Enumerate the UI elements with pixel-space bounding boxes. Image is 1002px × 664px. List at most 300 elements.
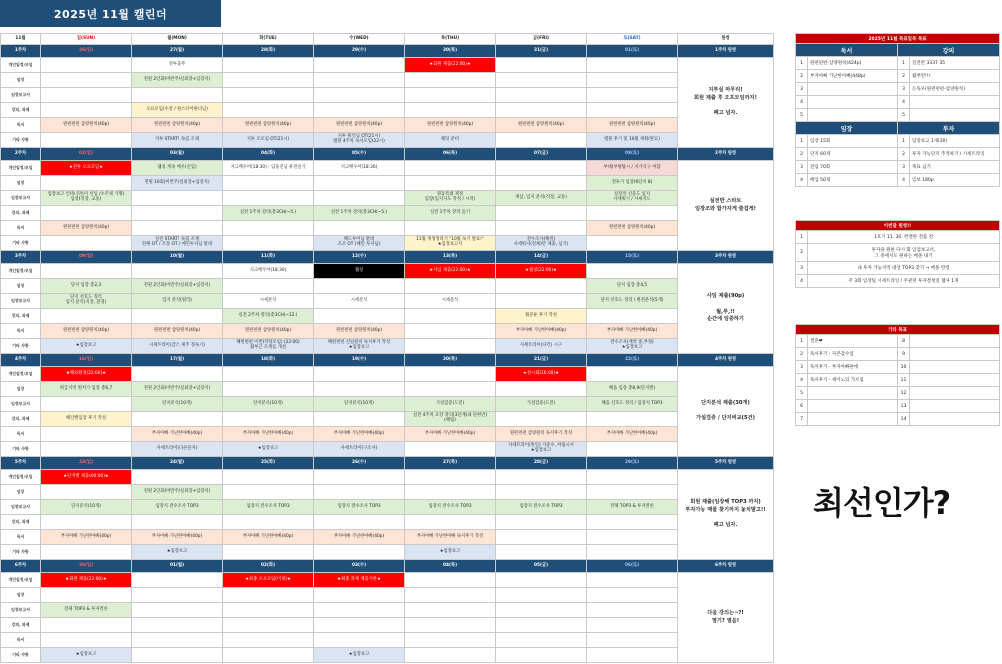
- calendar-cell[interactable]: [41, 309, 132, 324]
- calendar-cell[interactable]: [496, 470, 587, 485]
- calendar-cell[interactable]: [41, 485, 132, 500]
- calendar-cell[interactable]: [496, 515, 587, 530]
- calendar-cell[interactable]: [496, 603, 587, 618]
- calendar-cell[interactable]: 원펀펀펀 삼양원칙(40p): [587, 221, 678, 236]
- calendar-cell[interactable]: [314, 367, 405, 382]
- calendar-cell[interactable]: 웨딩 준비: [405, 133, 496, 148]
- calendar-row: [1, 397, 774, 412]
- calendar-row: [1, 58, 774, 73]
- calendar-cell[interactable]: [314, 603, 405, 618]
- calendar-cell[interactable]: 해드투어님 환대 조조 OT (해린 투자님): [314, 236, 405, 251]
- calendar-cell[interactable]: [496, 221, 587, 236]
- calendar-cell[interactable]: [496, 133, 587, 148]
- calendar-cell[interactable]: [223, 236, 314, 251]
- calendar-cell[interactable]: 웹칭 계속 배우(신입): [132, 161, 223, 176]
- row-label: 기타 사항: [1, 442, 41, 457]
- calendar-cell[interactable]: [496, 412, 587, 427]
- calendar-cell[interactable]: ★단지별 제출(00:00)★: [41, 470, 132, 485]
- calendar-cell[interactable]: [132, 309, 223, 324]
- calendar-cell[interactable]: 해산별임장 후기 작성: [41, 412, 132, 427]
- calendar-cell[interactable]: 전원 2인화(미반주/실외장+임장지): [132, 485, 223, 500]
- calendar-cell[interactable]: [223, 412, 314, 427]
- calendar-cell[interactable]: [496, 382, 587, 397]
- calendar-cell[interactable]: 사세트라이(다건) 시구: [496, 339, 587, 354]
- calendar-cell[interactable]: [587, 648, 678, 663]
- calendar-cell[interactable]: [41, 88, 132, 103]
- calendar-cell[interactable]: [587, 633, 678, 648]
- calendar-cell[interactable]: [223, 648, 314, 663]
- goal-item-right: 목표 넘기: [910, 161, 1000, 174]
- calendar-cell[interactable]: 실전 1주차 강의(총3CH(~5.): [223, 206, 314, 221]
- calendar-cell[interactable]: [405, 221, 496, 236]
- calendar-cell[interactable]: 임장지 전수조사 TOP3: [223, 500, 314, 515]
- calendar-cell[interactable]: 시세트라이(감스 제주 정독기): [132, 339, 223, 354]
- calendar-cell[interactable]: [405, 573, 496, 588]
- calendar-cell[interactable]: [405, 324, 496, 339]
- calendar-cell[interactable]: [223, 603, 314, 618]
- calendar-cell[interactable]: [587, 545, 678, 560]
- calendar-cell[interactable]: 오프모임(수강 / 원스터어판더님): [132, 103, 223, 118]
- calendar-cell[interactable]: 가설검증(도전): [405, 397, 496, 412]
- calendar-cell[interactable]: [132, 633, 223, 648]
- week-date: 14(금): [496, 251, 587, 264]
- calendar-cell[interactable]: 전투출무: [132, 58, 223, 73]
- calendar-cell[interactable]: 멤블 후기 및 10월 계획(완료): [587, 133, 678, 148]
- calendar-cell[interactable]: [314, 633, 405, 648]
- other-goal-item-right: [910, 335, 1000, 348]
- calendar-cell[interactable]: 전원 10회(미반주/실외장+임장지): [132, 176, 223, 191]
- calendar-cell[interactable]: [587, 206, 678, 221]
- calendar-cell[interactable]: [132, 191, 223, 206]
- calendar-cell[interactable]: [223, 618, 314, 633]
- calendar-cell[interactable]: [314, 88, 405, 103]
- calendar-cell[interactable]: [587, 603, 678, 618]
- calendar-cell[interactable]: [223, 545, 314, 560]
- calendar-cell[interactable]: 시세분석: [405, 294, 496, 309]
- calendar-cell[interactable]: [223, 58, 314, 73]
- calendar-cell[interactable]: 위급지역 원치가 임장 총6,7: [41, 382, 132, 397]
- goal-row: [796, 96, 1000, 109]
- calendar-cell[interactable]: [223, 485, 314, 500]
- calendar-cell[interactable]: 가설검증(도전): [496, 397, 587, 412]
- calendar-cell[interactable]: 전수조사(계약 중,부정) ★임장보고: [587, 339, 678, 354]
- calendar-cell[interactable]: 원펀펀펀 삼양원칙(40p): [405, 118, 496, 133]
- calendar-cell[interactable]: [314, 221, 405, 236]
- mission-item: 내 투자 가능지역 대상 TOP3 찾기 → 매몰 만령: [808, 262, 1000, 275]
- calendar-cell[interactable]: 단지 임장 총4,5: [587, 279, 678, 294]
- calendar-cell[interactable]: ★최종 과제 제출기한★: [314, 573, 405, 588]
- calendar-cell[interactable]: [587, 470, 678, 485]
- calendar-cell[interactable]: [132, 515, 223, 530]
- row-label: 임장보고서: [1, 294, 41, 309]
- calendar-cell[interactable]: 원펀펀펀 삼양원칙(40p): [314, 118, 405, 133]
- calendar-cell[interactable]: ★해외원정(22:00)★: [41, 367, 132, 382]
- calendar-cell[interactable]: 부자아빠 가난한아빠(40p): [314, 427, 405, 442]
- calendar-cell[interactable]: [405, 367, 496, 382]
- calendar-cell[interactable]: [496, 530, 587, 545]
- calendar-cell[interactable]: 사세트라이(다른단지): [132, 442, 223, 457]
- calendar-cell[interactable]: 부자아빠 가난한아빠(40p): [223, 427, 314, 442]
- calendar-cell[interactable]: [223, 515, 314, 530]
- calendar-cell[interactable]: [41, 264, 132, 279]
- calendar-row: [1, 588, 774, 603]
- week-date: 29(수): [314, 45, 405, 58]
- calendar-cell[interactable]: [223, 382, 314, 397]
- calendar-cell[interactable]: [132, 264, 223, 279]
- calendar-cell[interactable]: [132, 588, 223, 603]
- calendar-cell[interactable]: [132, 618, 223, 633]
- calendar-cell[interactable]: [587, 485, 678, 500]
- calendar-cell[interactable]: [314, 545, 405, 560]
- calendar-cell[interactable]: [587, 515, 678, 530]
- week-onething-note: 실전반 스타트 임장조와 합가자게 즐겁게!: [678, 161, 774, 251]
- calendar-cell[interactable]: 원펀펀펀 삼양원칙(40p): [223, 118, 314, 133]
- calendar-cell[interactable]: 원펀펀펀 삼양원칙(40p): [41, 221, 132, 236]
- mission-title: 이번달 원씽!!: [796, 221, 1000, 231]
- calendar-cell[interactable]: [41, 442, 132, 457]
- mission-row: [796, 262, 1000, 275]
- calendar-cell[interactable]: [41, 588, 132, 603]
- calendar-cell[interactable]: 부자아빠 가난한아빠(40p): [132, 530, 223, 545]
- calendar-cell[interactable]: 단지 선호도 정리 임지 분석(직장, 환경): [41, 294, 132, 309]
- calendar-cell[interactable]: [496, 161, 587, 176]
- calendar-cell[interactable]: 부대(부평탐시 / 지가식구 여합: [587, 161, 678, 176]
- calendar-cell[interactable]: 실전 2주차 강의(총3CH(~12.): [223, 309, 314, 324]
- goal-item-left: 원펀펀펀-삼양원칙(424p): [808, 57, 898, 70]
- calendar-cell[interactable]: 시세분석: [314, 294, 405, 309]
- calendar-cell[interactable]: 명동특례 제정 임장(입지지도 작성 / 시작): [405, 191, 496, 206]
- calendar-cell[interactable]: [223, 367, 314, 382]
- calendar-cell[interactable]: 임장지 전수조사 TOP3: [314, 500, 405, 515]
- goal-item-left: 임장 15회: [808, 135, 898, 148]
- calendar-cell[interactable]: [405, 588, 496, 603]
- calendar-cell[interactable]: [223, 103, 314, 118]
- calendar-cell[interactable]: [41, 58, 132, 73]
- calendar-cell[interactable]: 단지 선호도 정리 / 변전분석(5개): [587, 294, 678, 309]
- calendar-cell[interactable]: 계삼, 입지 분석(직장, 교통): [496, 191, 587, 206]
- calendar-cell[interactable]: 해펀펀펀 이반(작당모임) (22:00) 월부근 조계를 개설: [223, 339, 314, 354]
- week-row: [1, 560, 774, 573]
- calendar-cell[interactable]: 지투 조모임 OT(21시): [223, 133, 314, 148]
- calendar-cell[interactable]: 전체 TOP3 & 투자결론: [587, 500, 678, 515]
- calendar-row: [1, 103, 774, 118]
- calendar-cell[interactable]: [496, 633, 587, 648]
- calendar-cell[interactable]: [405, 515, 496, 530]
- calendar-cell[interactable]: [587, 88, 678, 103]
- calendar-cell[interactable]: [587, 618, 678, 633]
- calendar-cell[interactable]: [587, 236, 678, 251]
- calendar-cell[interactable]: [223, 221, 314, 236]
- calendar-cell[interactable]: [132, 206, 223, 221]
- calendar-cell[interactable]: ★사임 제출(22:00)★: [405, 264, 496, 279]
- calendar-cell[interactable]: 단지분석(10개): [41, 500, 132, 515]
- row-label: 임장보고서: [1, 191, 41, 206]
- calendar-cell[interactable]: [496, 88, 587, 103]
- calendar-cell[interactable]: 원펀펀펀 삼양원칙(40p): [41, 118, 132, 133]
- calendar-cell[interactable]: 해움 신호도 정리 / 임장지 TOP3: [587, 397, 678, 412]
- calendar-cell[interactable]: [496, 648, 587, 663]
- calendar-cell[interactable]: [223, 588, 314, 603]
- calendar-cell[interactable]: 지크배우어(18:30): [314, 161, 405, 176]
- calendar-cell[interactable]: [405, 382, 496, 397]
- calendar-cell[interactable]: [405, 442, 496, 457]
- calendar-cell[interactable]: 원펀펀펀 삼양원칙(40p): [587, 118, 678, 133]
- calendar-cell[interactable]: [587, 530, 678, 545]
- calendar-cell[interactable]: [587, 103, 678, 118]
- calendar-cell[interactable]: [587, 412, 678, 427]
- calendar-cell[interactable]: [405, 470, 496, 485]
- calendar-cell[interactable]: 시세분석: [223, 294, 314, 309]
- calendar-cell[interactable]: 단지분석(10개): [314, 397, 405, 412]
- week-date: 08(토): [587, 148, 678, 161]
- monthly-mission-panel: [795, 220, 1000, 288]
- calendar-cell[interactable]: 부자아빠 가난한아빠(40p): [223, 530, 314, 545]
- calendar-cell[interactable]: [41, 206, 132, 221]
- calendar-cell[interactable]: [41, 73, 132, 88]
- calendar-cell[interactable]: 부자아빠 가난한아빠(40p): [314, 530, 405, 545]
- goal-num-right: 5: [898, 109, 910, 122]
- calendar-cell[interactable]: [496, 206, 587, 221]
- calendar-row: [1, 309, 774, 324]
- calendar-cell[interactable]: [132, 603, 223, 618]
- calendar-cell[interactable]: [405, 309, 496, 324]
- calendar-cell[interactable]: ★웹칭(22:00)★: [496, 264, 587, 279]
- calendar-cell[interactable]: [41, 103, 132, 118]
- calendar-cell[interactable]: [41, 427, 132, 442]
- calendar-cell[interactable]: 임장지 전수조사 TOP3: [496, 500, 587, 515]
- calendar-cell[interactable]: [496, 279, 587, 294]
- calendar-cell[interactable]: ★전투 오프모임★: [41, 161, 132, 176]
- calendar-cell[interactable]: [405, 648, 496, 663]
- goal-row: [796, 148, 1000, 161]
- calendar-cell[interactable]: 실전 1주차 강의 듣기: [405, 206, 496, 221]
- other-goal-row: [796, 361, 1000, 374]
- calendar-cell[interactable]: [496, 545, 587, 560]
- calendar-cell[interactable]: [405, 633, 496, 648]
- calendar-cell[interactable]: ★임장보고: [41, 339, 132, 354]
- calendar-cell[interactable]: [223, 191, 314, 206]
- calendar-cell[interactable]: 부자아빠 가난한아빠(40p): [41, 530, 132, 545]
- calendar-cell[interactable]: [496, 73, 587, 88]
- calendar-cell[interactable]: [41, 515, 132, 530]
- calendar-cell[interactable]: 전원 2인화(미반주/실외장+임장지): [132, 382, 223, 397]
- calendar-cell[interactable]: 해펀펀펀 신입원칙 독서후기 작성 ★임장보고: [314, 339, 405, 354]
- calendar-cell[interactable]: [223, 88, 314, 103]
- calendar-cell[interactable]: [41, 545, 132, 560]
- week-date: 27(목): [405, 457, 496, 470]
- calendar-cell[interactable]: [496, 573, 587, 588]
- calendar-cell[interactable]: ★임장보고: [314, 648, 405, 663]
- calendar-cell[interactable]: 실전 4주차 요강 강의(3단계(내 단한만) (해림): [405, 412, 496, 427]
- calendar-cell[interactable]: ★회원 제출(22:00)★: [405, 58, 496, 73]
- week-label: 5주차: [1, 457, 41, 470]
- calendar-cell[interactable]: 원펀펀펀 삼양원칙(40p): [314, 324, 405, 339]
- calendar-cell[interactable]: 부자아빠 가난한아빠(40p): [587, 427, 678, 442]
- calendar-cell[interactable]: 입지 분석(필리): [132, 294, 223, 309]
- mission-num: 3: [796, 262, 808, 275]
- calendar-cell[interactable]: [587, 264, 678, 279]
- calendar-cell[interactable]: ★임장보고: [223, 442, 314, 457]
- calendar-cell[interactable]: [405, 103, 496, 118]
- calendar-cell[interactable]: [405, 73, 496, 88]
- calendar-cell[interactable]: [223, 73, 314, 88]
- week-date: 26(일): [41, 45, 132, 58]
- calendar-cell[interactable]: [314, 58, 405, 73]
- calendar-cell[interactable]: [405, 161, 496, 176]
- calendar-cell[interactable]: [132, 221, 223, 236]
- calendar-cell[interactable]: 전체 TOP3 & 투자결론: [41, 603, 132, 618]
- calendar-cell[interactable]: [41, 633, 132, 648]
- calendar-cell[interactable]: [41, 397, 132, 412]
- week-date: 16(일): [41, 354, 132, 367]
- week-label: 4주차: [1, 354, 41, 367]
- calendar-cell[interactable]: ★전시회(16:00)★: [496, 367, 587, 382]
- calendar-cell[interactable]: 부자아빠 가난한아빠 독서후기 작성: [405, 530, 496, 545]
- calendar-cell[interactable]: [405, 88, 496, 103]
- calendar-cell[interactable]: [132, 648, 223, 663]
- calendar-cell[interactable]: 임장지 전수조사 TOP3: [132, 500, 223, 515]
- calendar-cell[interactable]: 부자아빠 가난한아빠(40p): [405, 427, 496, 442]
- calendar-cell[interactable]: 실장의 신울도 임지 사세워기 / 사세지도: [587, 191, 678, 206]
- calendar-cell[interactable]: ★임장보고: [405, 545, 496, 560]
- calendar-cell[interactable]: [223, 470, 314, 485]
- calendar-cell[interactable]: 지크배우어(18:30) - 임풍진님 퓨전실기: [223, 161, 314, 176]
- calendar-cell[interactable]: [405, 339, 496, 354]
- calendar-cell[interactable]: 원펀펀펀 삼양원칙(40p): [132, 118, 223, 133]
- calendar-cell[interactable]: 11월 재생정리기 "10월 독기 발표!" ★임장보고서: [405, 236, 496, 251]
- calendar-cell[interactable]: [314, 515, 405, 530]
- calendar-cell[interactable]: 실전 1주차 강의(총3CH(~5.): [314, 206, 405, 221]
- week-onething-label: 6주차 원씽: [678, 560, 774, 573]
- calendar-row: [1, 500, 774, 515]
- calendar-cell[interactable]: 실전 START! 독립 조제 전체 OT / 조장 OT / 예린투자님 환대: [132, 236, 223, 251]
- calendar-cell[interactable]: [587, 573, 678, 588]
- calendar-cell[interactable]: 지크배우어(18:30): [223, 264, 314, 279]
- week-date: 22(토): [587, 354, 678, 367]
- calendar-cell[interactable]: 사세트라이(구조사): [314, 442, 405, 457]
- calendar-cell[interactable]: [314, 618, 405, 633]
- calendar-cell[interactable]: [132, 573, 223, 588]
- calendar-cell[interactable]: 월분운 후기 작성: [496, 309, 587, 324]
- calendar-cell[interactable]: [587, 58, 678, 73]
- other-goal-item: [808, 387, 898, 400]
- calendar-cell[interactable]: 단지분석(10개): [223, 397, 314, 412]
- calendar-cell[interactable]: [496, 294, 587, 309]
- calendar-cell[interactable]: [314, 485, 405, 500]
- calendar-cell[interactable]: 임장지 전수조사 TOP3: [405, 500, 496, 515]
- calendar-cell[interactable]: [223, 633, 314, 648]
- row-label: 임장: [1, 485, 41, 500]
- calendar-cell[interactable]: [496, 103, 587, 118]
- calendar-cell[interactable]: 사세트라이(원인) 가증수, 차림시서 ★임장보고: [496, 442, 587, 457]
- row-label: 독서: [1, 221, 41, 236]
- calendar-cell[interactable]: [314, 470, 405, 485]
- week-date: 13(목): [405, 251, 496, 264]
- calendar-cell[interactable]: [314, 309, 405, 324]
- calendar-cell[interactable]: [132, 88, 223, 103]
- calendar-cell[interactable]: [41, 133, 132, 148]
- calendar-cell[interactable]: [314, 176, 405, 191]
- calendar-cell[interactable]: 원펀펀펀 삼양원칙(40p): [496, 118, 587, 133]
- calendar-cell[interactable]: ★최종 오프모임(미정)★: [223, 573, 314, 588]
- calendar-cell[interactable]: ★임장보고: [41, 648, 132, 663]
- calendar-cell[interactable]: 단지분석(10개): [132, 397, 223, 412]
- calendar-cell[interactable]: [496, 485, 587, 500]
- calendar-cell[interactable]: [314, 588, 405, 603]
- calendar-cell[interactable]: [132, 470, 223, 485]
- calendar-cell[interactable]: [314, 73, 405, 88]
- calendar-cell[interactable]: 전투가 임장(6단지 8): [587, 176, 678, 191]
- calendar-cell[interactable]: [496, 618, 587, 633]
- calendar-cell[interactable]: ★임장보고: [132, 545, 223, 560]
- calendar-cell[interactable]: 단지 임장 총2,3: [41, 279, 132, 294]
- calendar-cell[interactable]: [405, 485, 496, 500]
- lecture-header: 강의: [898, 44, 1000, 57]
- calendar-cell[interactable]: 부자아빠 가난한아빠(40p): [132, 427, 223, 442]
- week-row: [1, 457, 774, 470]
- calendar-cell[interactable]: 원펀펀펀 삼양원칙(40p): [223, 324, 314, 339]
- calendar-cell[interactable]: 전원 2인화(미반주/실외장+임장지): [132, 73, 223, 88]
- calendar-cell[interactable]: [132, 367, 223, 382]
- calendar-cell[interactable]: [587, 73, 678, 88]
- calendar-cell[interactable]: 전수조사(해결) 사세워지(전체)만 제출, 넘기): [496, 236, 587, 251]
- calendar-cell[interactable]: [223, 279, 314, 294]
- calendar-cell[interactable]: [223, 176, 314, 191]
- mission-num: 2: [796, 244, 808, 262]
- calendar-cell[interactable]: [314, 103, 405, 118]
- calendar-cell[interactable]: 웹칭: [314, 264, 405, 279]
- calendar-cell[interactable]: 부자아빠 가난한아빠(40p): [587, 324, 678, 339]
- calendar-cell[interactable]: [405, 176, 496, 191]
- calendar-cell[interactable]: [587, 442, 678, 457]
- calendar-cell[interactable]: [314, 279, 405, 294]
- calendar-cell[interactable]: ★회원 제출(22:00)★: [41, 573, 132, 588]
- calendar-cell[interactable]: [405, 279, 496, 294]
- week-date: 01(월): [132, 560, 223, 573]
- header-day-thu: 목(THU): [405, 34, 496, 45]
- calendar-cell[interactable]: [41, 618, 132, 633]
- week-date: 27(월): [132, 45, 223, 58]
- row-label: 강의, 과제: [1, 515, 41, 530]
- other-goal-item-right: [910, 374, 1000, 387]
- calendar-cell[interactable]: [314, 382, 405, 397]
- calendar-cell[interactable]: [587, 588, 678, 603]
- calendar-cell[interactable]: 지투 워인님 OT(21시) 멤블 4주차 독서모임(22시): [314, 133, 405, 148]
- calendar-cell[interactable]: 원펀펀펀 삼양원칙 독서후기 작성: [496, 427, 587, 442]
- calendar-cell[interactable]: [41, 176, 132, 191]
- calendar-cell[interactable]: [587, 367, 678, 382]
- calendar-cell[interactable]: [405, 603, 496, 618]
- calendar-cell[interactable]: 원펀펀펀 삼양원칙(40p): [132, 324, 223, 339]
- calendar-cell[interactable]: 부자아빠 가난한아빠(40p): [496, 324, 587, 339]
- calendar-cell[interactable]: 해움 임장 총8,9(단지별): [587, 382, 678, 397]
- calendar-cell[interactable]: 전원 2인화(미반주/실외장+임장지): [132, 279, 223, 294]
- calendar-cell[interactable]: 임장보고 인테니먼(미 선임 /소주제 가명) 임장(직장, 교통): [41, 191, 132, 206]
- calendar-cell[interactable]: [132, 412, 223, 427]
- calendar-cell[interactable]: [41, 236, 132, 251]
- calendar-cell[interactable]: [314, 191, 405, 206]
- row-label: 독서: [1, 633, 41, 648]
- calendar-cell[interactable]: 지투 START! 독립 조제: [132, 133, 223, 148]
- calendar-cell[interactable]: 원펀펀펀 삼양원칙(40p): [41, 324, 132, 339]
- calendar-cell[interactable]: [496, 588, 587, 603]
- calendar-cell[interactable]: [496, 58, 587, 73]
- row-label: 강의, 과제: [1, 412, 41, 427]
- calendar-cell[interactable]: [314, 412, 405, 427]
- calendar-cell[interactable]: [405, 618, 496, 633]
- calendar-cell[interactable]: [496, 176, 587, 191]
- calendar-cell[interactable]: [587, 309, 678, 324]
